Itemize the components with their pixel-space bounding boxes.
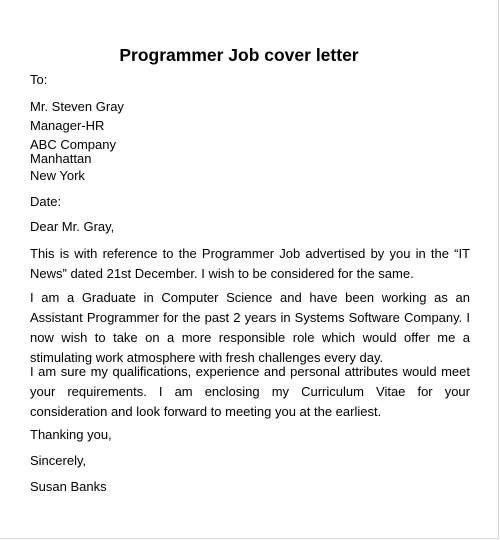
recipient-company: ABC Company [30,137,116,152]
recipient-state: New York [30,168,85,183]
closing-line: Sincerely, [30,453,87,468]
body-paragraph-reference: This is with reference to the Programmer Job advertised by you in the “IT News” dated 21st December. I wish to be considered for the same. [30,246,470,281]
thanks-line: Thanking you, [30,427,112,442]
signature-name: Susan Banks [30,479,107,494]
date-label: Date: [30,194,62,209]
recipient-city: Manhattan [30,151,92,166]
salutation: Dear Mr. Gray, [30,219,115,234]
body-paragraph-background: I am a Graduate in Computer Science and have been working as an Assistant Programmer for the past 2 years in Systems Software Company. I now wish to take on a more responsible role which would offer me a stimulating work atmosphere with fresh challenges every day. [30,290,470,365]
recipient-position: Manager-HR [30,118,105,133]
to-label: To: [30,72,48,87]
document-title: Programmer Job cover letter [119,45,359,65]
body-paragraph-qualifications: I am sure my qualifications, experience and personal attributes would meet your requirements. I am enclosing my Curriculum Vitae for your consideration and look forward to meeting you at the earliest. [30,364,470,419]
recipient-name: Mr. Steven Gray [30,99,124,114]
